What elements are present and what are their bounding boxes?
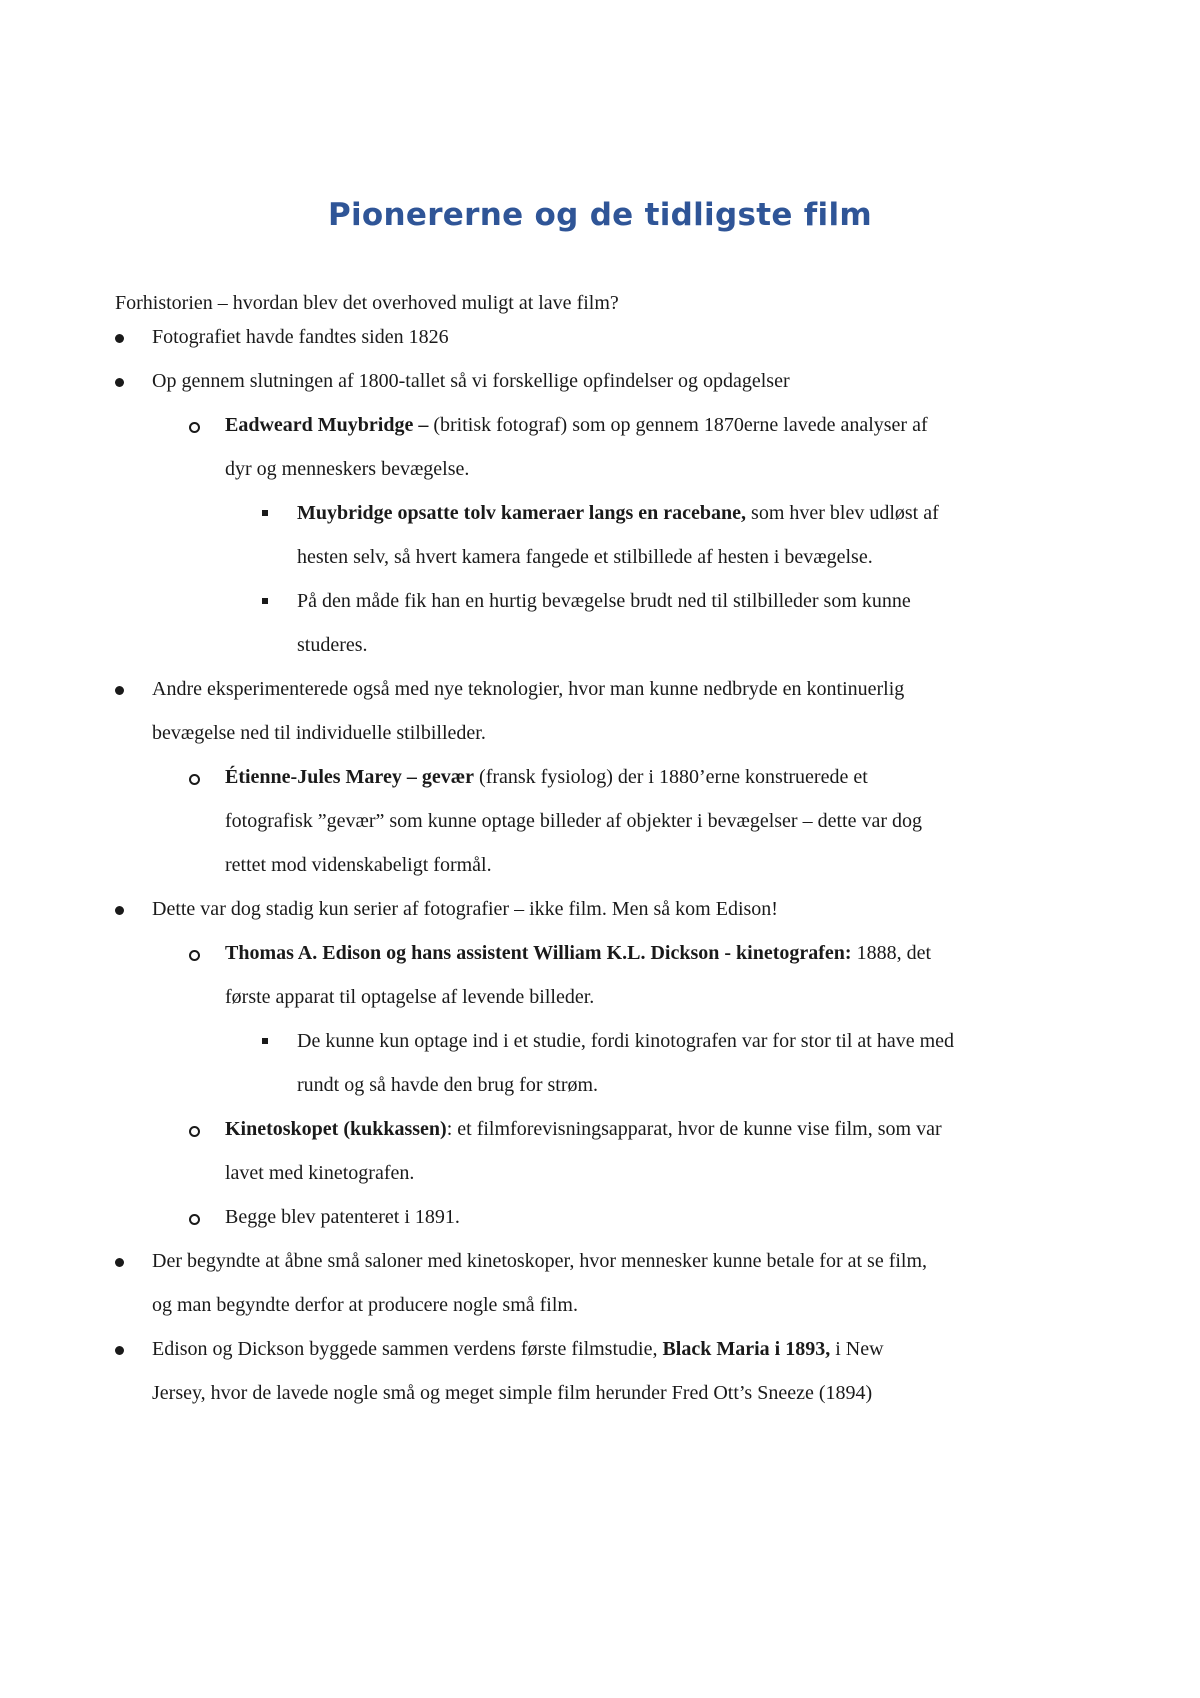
list-item [225, 764, 868, 790]
text-span: (britisk fotograf) som op gennem 1870erne lavede analyser af [428, 414, 928, 436]
bullet-dot-icon [115, 378, 124, 387]
list-item-continuation: Jersey, hvor de lavede nogle små og meget simple film herunder Fred Ott’s Sneeze (1894) [152, 1382, 873, 1404]
list-item-continuation: lavet med kinetografen. [225, 1162, 415, 1184]
list-item: Dette var dog stadig kun serier af fotografier – ikke film. Men så kom Edison! [152, 898, 778, 920]
page-title: Pionererne og de tidligste film [327, 197, 873, 233]
list-item-continuation: bevægelse ned til individuelle stilbilleder. [152, 722, 486, 744]
bullet-square-icon [262, 1038, 268, 1044]
list-item: Der begyndte at åbne små saloner med kinetoskoper, hvor mennesker kunne betale for at se film, [152, 1250, 928, 1272]
bullet-circle-icon [189, 1126, 200, 1137]
bullet-square-icon [262, 510, 268, 516]
bullet-dot-icon [115, 1346, 124, 1355]
bullet-circle-icon [189, 774, 200, 785]
list-item [225, 412, 928, 438]
list-item [225, 1116, 942, 1142]
text-span: : et filmforevisningsapparat, hvor de kunne vise film, som var [446, 1118, 942, 1140]
list-item: De kunne kun optage ind i et studie, fordi kinotografen var for stor til at have med [297, 1030, 955, 1052]
list-item-continuation: rettet mod videnskabeligt formål. [225, 854, 492, 876]
bullet-square-icon [262, 598, 268, 604]
list-item: Op gennem slutningen af 1800-tallet så vi forskellige opfindelser og opdagelser [152, 370, 790, 392]
bullet-dot-icon [115, 1258, 124, 1267]
list-item-continuation: dyr og menneskers bevægelse. [225, 458, 470, 480]
list-item-continuation: rundt og så havde den brug for strøm. [297, 1074, 599, 1096]
list-item: På den måde fik han en hurtig bevægelse brudt ned til stilbilleder som kunne [297, 590, 911, 612]
bullet-dot-icon [115, 906, 124, 915]
list-item [225, 940, 931, 966]
bold-text: Étienne-Jules Marey – gevær [225, 766, 475, 788]
text-span: Edison og Dickson byggede sammen verdens første filmstudie, [152, 1338, 663, 1360]
bullet-circle-icon [189, 422, 200, 433]
list-item: Andre eksperimenterede også med nye teknologier, hvor man kunne nedbryde en kontinuerlig [152, 678, 905, 700]
bold-text: Eadweard Muybridge – [225, 414, 429, 436]
bullet-dot-icon [115, 334, 124, 343]
bold-text: Thomas A. Edison og hans assistent William K.L. Dickson - kinetografen: [225, 942, 852, 964]
text-span: som hver blev udløst af [746, 502, 939, 524]
text-span: 1888, det [851, 942, 932, 964]
text-span: (fransk fysiolog) der i 1880’erne konstruerede et [474, 766, 868, 788]
list-item-continuation: og man begyndte derfor at producere nogle små film. [152, 1294, 578, 1316]
list-item: Fotografiet havde fandtes siden 1826 [152, 326, 449, 348]
text-span: i New [830, 1338, 884, 1360]
list-item-continuation: studeres. [297, 634, 368, 656]
list-item-continuation: fotografisk ”gevær” som kunne optage billeder af objekter i bevægelser – dette var dog [225, 810, 922, 832]
list-item-continuation: første apparat til optagelse af levende billeder. [225, 986, 595, 1008]
bold-text: Kinetoskopet (kukkassen) [225, 1118, 447, 1140]
bullet-circle-icon [189, 1214, 200, 1225]
intro-line: Forhistorien – hvordan blev det overhoved muligt at lave film? [115, 292, 619, 314]
bold-text: Black Maria i 1893, [662, 1338, 831, 1360]
list-item: Begge blev patenteret i 1891. [225, 1206, 460, 1228]
bullet-circle-icon [189, 950, 200, 961]
bold-text: Muybridge opsatte tolv kameraer langs en racebane, [297, 502, 747, 524]
list-item [297, 500, 939, 526]
list-item [152, 1336, 884, 1362]
bullet-dot-icon [115, 686, 124, 695]
list-item-continuation: hesten selv, så hvert kamera fangede et stilbillede af hesten i bevægelse. [297, 546, 873, 568]
